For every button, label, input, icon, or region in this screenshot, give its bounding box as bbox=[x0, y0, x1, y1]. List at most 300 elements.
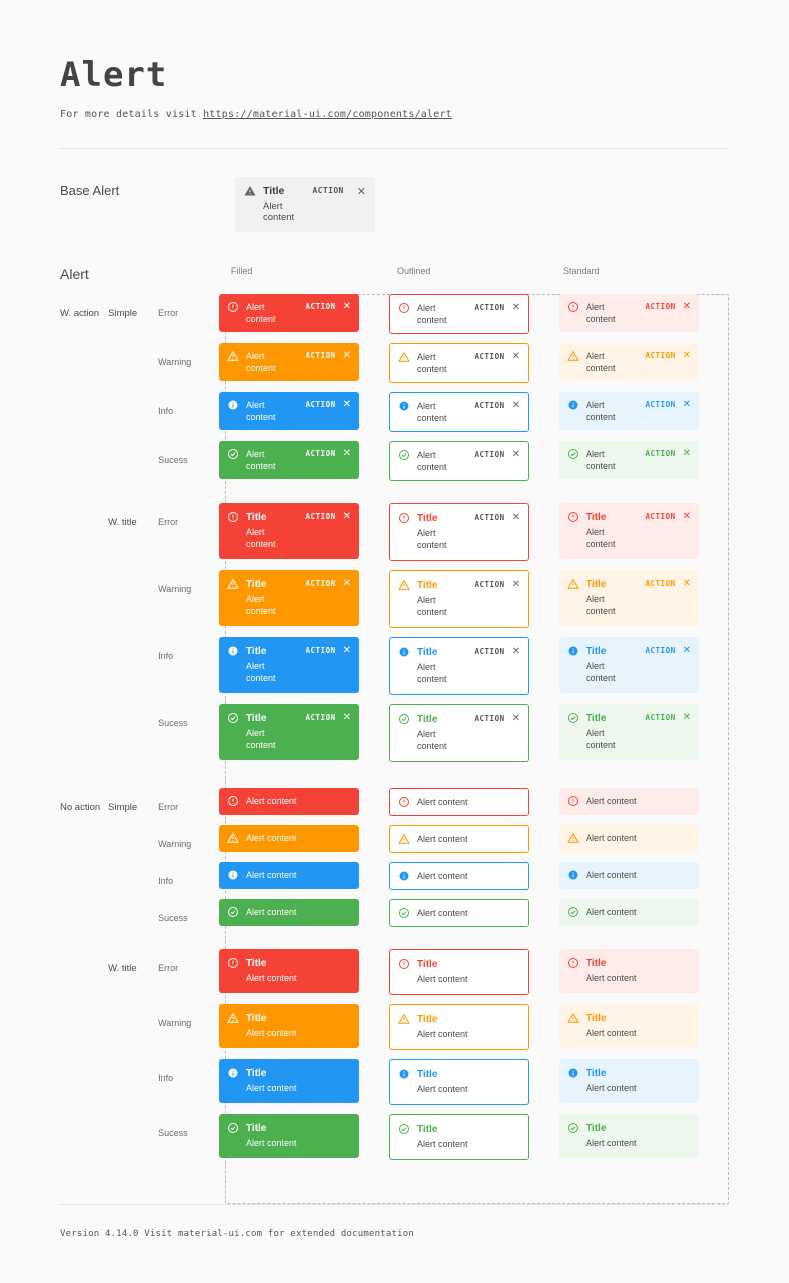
matrix-cells bbox=[219, 392, 729, 432]
alert-standard-info-simple[interactable] bbox=[559, 862, 699, 889]
row-spacer bbox=[60, 432, 729, 441]
alert-standard-success-simple[interactable] bbox=[559, 441, 699, 479]
axis-label-severity: Sucess bbox=[158, 1128, 188, 1138]
matrix-cell-outlined bbox=[389, 704, 559, 762]
alert-content-block bbox=[417, 400, 464, 424]
alert-filled-success-with-title[interactable] bbox=[219, 1114, 359, 1158]
alert-content-block bbox=[246, 869, 351, 881]
axis-label-action-mode bbox=[60, 1004, 108, 1018]
close-icon[interactable]: ✕ bbox=[682, 350, 691, 361]
matrix-cell-outlined bbox=[389, 570, 559, 628]
alert-action-button[interactable]: ACTION bbox=[305, 713, 336, 722]
alert-outlined-error-with-title[interactable] bbox=[389, 949, 529, 995]
alert-action-button[interactable]: ACTION bbox=[305, 400, 336, 409]
alert-action-button[interactable]: ACTION bbox=[474, 401, 505, 410]
axis-label-title-mode bbox=[108, 1004, 158, 1018]
page-subtitle bbox=[60, 109, 729, 120]
axis-label-title-mode: Simple bbox=[108, 802, 138, 813]
axis-label-title-mode bbox=[108, 1059, 158, 1073]
alert-title: Title bbox=[586, 1123, 607, 1134]
matrix-cell-filled bbox=[219, 899, 389, 927]
alert-title: Title bbox=[417, 1014, 438, 1025]
alert-standard-success-simple[interactable] bbox=[559, 899, 699, 926]
matrix-row bbox=[60, 1114, 729, 1160]
matrix-cell-outlined bbox=[389, 343, 559, 383]
base-alert-title: Title bbox=[263, 185, 285, 197]
check-circle-icon bbox=[227, 448, 239, 460]
matrix-row bbox=[60, 392, 729, 432]
warning-triangle-icon bbox=[227, 350, 239, 362]
matrix-cell-filled bbox=[219, 1059, 389, 1105]
alert-content-block bbox=[417, 1013, 520, 1040]
close-icon[interactable]: ✕ bbox=[682, 448, 691, 459]
close-icon[interactable]: ✕ bbox=[682, 511, 691, 522]
matrix-cell-outlined bbox=[389, 825, 559, 853]
alert-title: Title bbox=[586, 512, 607, 523]
matrix-cell-outlined bbox=[389, 637, 559, 695]
block-spacer bbox=[60, 481, 729, 503]
axis-label-severity: Info bbox=[158, 406, 174, 416]
alert-filled-success-simple[interactable] bbox=[219, 441, 359, 479]
matrix-cell-standard bbox=[559, 441, 729, 481]
column-header-filled: Filled bbox=[230, 266, 253, 276]
info-circle-icon bbox=[227, 1067, 239, 1079]
alert-action-button[interactable]: ACTION bbox=[305, 512, 336, 521]
alert-title: Title bbox=[417, 714, 438, 725]
alert-content-block bbox=[586, 957, 691, 984]
close-icon[interactable]: ✕ bbox=[682, 712, 691, 723]
alert-title: Title bbox=[586, 1068, 607, 1079]
matrix-row bbox=[60, 294, 729, 334]
alert-actions bbox=[302, 350, 351, 362]
matrix-cells bbox=[219, 294, 729, 334]
alert-content-block bbox=[586, 511, 635, 550]
alert-outlined-info-with-title[interactable] bbox=[389, 637, 529, 695]
alert-message: Alert content bbox=[417, 662, 447, 684]
matrix-row bbox=[60, 862, 729, 890]
alert-filled-info-with-title[interactable] bbox=[219, 637, 359, 693]
alert-content-block bbox=[586, 712, 635, 751]
alert-action-button[interactable]: ACTION bbox=[645, 579, 676, 588]
alert-message: Alert content bbox=[586, 400, 616, 422]
matrix-cell-outlined bbox=[389, 392, 559, 432]
alert-title: Title bbox=[586, 579, 607, 590]
alert-outlined-warning-with-title[interactable] bbox=[389, 570, 529, 628]
alert-action-button[interactable]: ACTION bbox=[474, 647, 505, 656]
info-circle-icon bbox=[567, 869, 579, 881]
close-icon[interactable]: ✕ bbox=[342, 399, 351, 410]
alert-outlined-info-simple[interactable] bbox=[389, 862, 529, 890]
alert-message: Alert content bbox=[246, 527, 276, 549]
info-circle-icon bbox=[567, 645, 579, 657]
alert-standard-info-simple[interactable] bbox=[559, 392, 699, 430]
check-circle-icon bbox=[227, 712, 239, 724]
alert-standard-warning-with-title[interactable] bbox=[559, 1004, 699, 1048]
alert-filled-warning-simple[interactable] bbox=[219, 825, 359, 852]
row-spacer bbox=[60, 561, 729, 570]
alert-filled-warning-with-title[interactable] bbox=[219, 570, 359, 626]
axis-label-title-mode: W. title bbox=[108, 517, 137, 528]
alert-message: Alert content bbox=[417, 974, 468, 984]
close-icon[interactable]: ✕ bbox=[342, 448, 351, 459]
alert-filled-info-with-title[interactable] bbox=[219, 1059, 359, 1103]
alert-outlined-success-simple[interactable] bbox=[389, 899, 529, 927]
error-circle-icon bbox=[227, 795, 239, 807]
axis-label-severity: Info bbox=[158, 876, 174, 886]
matrix-cell-filled bbox=[219, 862, 389, 890]
close-icon[interactable]: ✕ bbox=[682, 645, 691, 656]
matrix-cells bbox=[219, 899, 729, 927]
alert-content-block bbox=[417, 1123, 520, 1150]
alert-title: Title bbox=[417, 647, 438, 658]
alert-actions bbox=[471, 449, 520, 461]
warning-triangle-icon bbox=[398, 833, 410, 845]
check-circle-icon bbox=[567, 448, 579, 460]
close-icon[interactable]: ✕ bbox=[511, 400, 520, 411]
alert-outlined-error-with-title[interactable] bbox=[389, 503, 529, 561]
alert-action-button[interactable]: ACTION bbox=[645, 400, 676, 409]
alert-standard-error-simple[interactable] bbox=[559, 294, 699, 332]
info-circle-icon bbox=[567, 399, 579, 411]
matrix-cell-filled bbox=[219, 1114, 389, 1160]
alert-standard-info-with-title[interactable] bbox=[559, 1059, 699, 1103]
alert-title: Title bbox=[417, 1069, 438, 1080]
alert-actions bbox=[302, 448, 351, 460]
check-circle-icon bbox=[227, 1122, 239, 1134]
alert-action-button[interactable]: ACTION bbox=[645, 512, 676, 521]
alert-message: Alert content bbox=[417, 1084, 468, 1094]
matrix-cell-outlined bbox=[389, 503, 559, 561]
matrix-row bbox=[60, 503, 729, 561]
alert-actions bbox=[642, 399, 691, 411]
footer-text: Version 4.14.0 Visit material-ui.com for extended documentation bbox=[60, 1229, 414, 1239]
warning-triangle-icon bbox=[567, 350, 579, 362]
axis-label-title-mode bbox=[108, 637, 158, 651]
alert-content-block bbox=[417, 833, 520, 845]
alert-filled-success-with-title[interactable] bbox=[219, 704, 359, 760]
axis-label-title-mode bbox=[108, 392, 158, 406]
matrix-cell-filled bbox=[219, 704, 389, 762]
alert-actions bbox=[302, 712, 351, 724]
alert-action-button[interactable]: ACTION bbox=[645, 646, 676, 655]
base-alert-label: Base Alert bbox=[60, 183, 120, 198]
alert-content-block bbox=[246, 1012, 351, 1039]
axis-label-action-mode bbox=[60, 825, 108, 839]
warning-triangle-icon bbox=[398, 579, 410, 591]
alert-action-button[interactable]: ACTION bbox=[305, 302, 336, 311]
alert-standard-warning-simple[interactable] bbox=[559, 825, 699, 852]
alert-action-button[interactable]: ACTION bbox=[474, 513, 505, 522]
base-alert-section bbox=[0, 149, 789, 232]
alert-action-button[interactable]: ACTION bbox=[645, 449, 676, 458]
alert-filled-error-with-title[interactable] bbox=[219, 503, 359, 559]
alert-message: Alert content bbox=[586, 728, 616, 750]
axis-label-severity: Sucess bbox=[158, 455, 188, 465]
matrix-cell-filled bbox=[219, 788, 389, 816]
alert-message: Alert content bbox=[586, 594, 616, 616]
alert-actions bbox=[471, 512, 520, 524]
check-circle-icon bbox=[567, 1122, 579, 1134]
alert-content-block bbox=[417, 579, 464, 618]
matrix-cells bbox=[219, 862, 729, 890]
alert-outlined-warning-simple[interactable] bbox=[389, 343, 529, 383]
alert-action-button[interactable]: ACTION bbox=[474, 580, 505, 589]
warning-triangle-icon bbox=[227, 578, 239, 590]
alert-filled-success-simple[interactable] bbox=[219, 899, 359, 926]
block-spacer bbox=[60, 762, 729, 788]
alert-message: Alert content bbox=[586, 1083, 637, 1093]
page-title: Alert bbox=[60, 55, 168, 95]
alert-filled-warning-simple[interactable] bbox=[219, 343, 359, 381]
alert-filled-info-simple[interactable] bbox=[219, 862, 359, 889]
error-circle-icon bbox=[398, 302, 410, 314]
info-circle-icon bbox=[227, 399, 239, 411]
matrix-cell-outlined bbox=[389, 1004, 559, 1050]
alert-section-header bbox=[0, 232, 789, 282]
row-spacer bbox=[60, 1050, 729, 1059]
page-header bbox=[0, 0, 789, 120]
alert-title: Title bbox=[586, 713, 607, 724]
matrix-row bbox=[60, 788, 729, 816]
alert-message: Alert content bbox=[586, 973, 637, 983]
alert-standard-error-with-title[interactable] bbox=[559, 949, 699, 993]
axis-label-action-mode bbox=[60, 1114, 108, 1128]
matrix-cell-standard bbox=[559, 343, 729, 383]
alert-content-block bbox=[246, 906, 351, 918]
docs-link[interactable]: https://material-ui.com/components/alert bbox=[203, 109, 452, 120]
alert-content-block bbox=[246, 511, 295, 550]
error-circle-icon bbox=[567, 511, 579, 523]
alert-message: Alert content bbox=[417, 528, 447, 550]
alert-action-button[interactable]: ACTION bbox=[645, 351, 676, 360]
alert-standard-warning-with-title[interactable] bbox=[559, 570, 699, 626]
matrix-cell-standard bbox=[559, 825, 729, 853]
alert-filled-info-simple[interactable] bbox=[219, 392, 359, 430]
base-alert[interactable] bbox=[235, 177, 375, 232]
alert-title: Title bbox=[417, 580, 438, 591]
alert-action-button[interactable]: ACTION bbox=[645, 713, 676, 722]
alert-standard-warning-simple[interactable] bbox=[559, 343, 699, 381]
axis-label-severity: Warning bbox=[158, 1018, 192, 1028]
alert-filled-warning-with-title[interactable] bbox=[219, 1004, 359, 1048]
axis-label-title-mode bbox=[108, 704, 158, 718]
axis-label-action-mode bbox=[60, 704, 108, 718]
alert-action-button[interactable]: ACTION bbox=[305, 579, 336, 588]
alert-action-button[interactable]: ACTION bbox=[474, 303, 505, 312]
check-circle-icon bbox=[398, 907, 410, 919]
matrix-cell-standard bbox=[559, 1059, 729, 1105]
alert-standard-success-with-title[interactable] bbox=[559, 1114, 699, 1158]
alert-actions bbox=[471, 646, 520, 658]
alert-content-block bbox=[586, 350, 635, 374]
alert-title: Title bbox=[246, 958, 267, 969]
alert-message: Alert content bbox=[246, 1083, 297, 1093]
row-spacer bbox=[60, 995, 729, 1004]
alert-standard-success-with-title[interactable] bbox=[559, 704, 699, 760]
alert-action-button[interactable]: ACTION bbox=[474, 450, 505, 459]
alert-outlined-warning-simple[interactable] bbox=[389, 825, 529, 853]
alert-message: Alert content bbox=[586, 661, 616, 683]
matrix-cell-outlined bbox=[389, 294, 559, 334]
error-circle-icon bbox=[567, 301, 579, 313]
alert-action-button[interactable]: ACTION bbox=[305, 646, 336, 655]
close-icon[interactable]: ✕ bbox=[511, 449, 520, 460]
check-circle-icon bbox=[398, 713, 410, 725]
info-circle-icon bbox=[398, 870, 410, 882]
alert-content-block bbox=[586, 1012, 691, 1039]
alert-actions bbox=[471, 713, 520, 725]
alert-content-block bbox=[246, 448, 295, 472]
matrix-cell-standard bbox=[559, 294, 729, 334]
alert-matrix bbox=[60, 294, 729, 1204]
alert-message: Alert content bbox=[246, 661, 276, 683]
alert-message: Alert content bbox=[246, 728, 276, 750]
alert-outlined-info-simple[interactable] bbox=[389, 392, 529, 432]
close-icon[interactable]: ✕ bbox=[511, 646, 520, 657]
matrix-cell-standard bbox=[559, 899, 729, 927]
close-icon[interactable]: ✕ bbox=[511, 713, 520, 724]
alert-action-button[interactable]: ACTION bbox=[645, 302, 676, 311]
axis-label-title-mode: W. title bbox=[108, 963, 137, 974]
axis-label-severity: Warning bbox=[158, 839, 192, 849]
close-icon[interactable]: ✕ bbox=[511, 512, 520, 523]
alert-filled-error-with-title[interactable] bbox=[219, 949, 359, 993]
alert-content-block bbox=[417, 958, 520, 985]
info-circle-icon bbox=[227, 645, 239, 657]
alert-action-button[interactable]: ACTION bbox=[474, 714, 505, 723]
close-icon[interactable]: ✕ bbox=[342, 511, 351, 522]
matrix-cell-filled bbox=[219, 392, 389, 432]
alert-message: Alert content bbox=[417, 908, 468, 918]
matrix-cells bbox=[219, 503, 729, 561]
alert-message: Alert content bbox=[246, 449, 276, 471]
alert-content-block bbox=[417, 646, 464, 685]
matrix-row bbox=[60, 825, 729, 853]
alert-action-button[interactable]: ACTION bbox=[474, 352, 505, 361]
alert-filled-error-simple[interactable] bbox=[219, 294, 359, 332]
alert-content-block bbox=[246, 399, 295, 423]
close-icon[interactable]: ✕ bbox=[682, 301, 691, 312]
close-icon[interactable]: ✕ bbox=[342, 645, 351, 656]
matrix-cell-outlined bbox=[389, 949, 559, 995]
subtitle-prefix: For more details visit bbox=[60, 109, 204, 120]
matrix-row bbox=[60, 1059, 729, 1105]
matrix-cells bbox=[219, 1114, 729, 1160]
alert-outlined-success-with-title[interactable] bbox=[389, 1114, 529, 1160]
row-spacer bbox=[60, 334, 729, 343]
close-icon[interactable]: ✕ bbox=[356, 186, 366, 198]
alert-message: Alert content bbox=[417, 834, 468, 844]
close-icon[interactable]: ✕ bbox=[511, 302, 520, 313]
alert-content-block bbox=[586, 1067, 691, 1094]
close-icon[interactable]: ✕ bbox=[682, 578, 691, 589]
row-spacer bbox=[60, 1105, 729, 1114]
alert-title: Title bbox=[417, 513, 438, 524]
axis-label-action-mode bbox=[60, 503, 108, 517]
matrix-cells bbox=[219, 570, 729, 628]
axis-label-title-mode bbox=[108, 441, 158, 455]
matrix-cell-filled bbox=[219, 441, 389, 481]
close-icon[interactable]: ✕ bbox=[342, 578, 351, 589]
alert-action-button[interactable]: ACTION bbox=[305, 449, 336, 458]
axis-label-action-mode bbox=[60, 862, 108, 876]
alert-message: Alert content bbox=[417, 729, 447, 751]
matrix-cell-filled bbox=[219, 825, 389, 853]
axis-label-severity: Info bbox=[158, 651, 174, 661]
alert-content-block bbox=[246, 957, 351, 984]
alert-actions bbox=[642, 301, 691, 313]
alert-action-button[interactable]: ACTION bbox=[305, 351, 336, 360]
check-circle-icon bbox=[398, 449, 410, 461]
error-circle-icon bbox=[227, 511, 239, 523]
alert-message: Alert content bbox=[417, 352, 447, 374]
axis-label-action-mode bbox=[60, 637, 108, 651]
alert-message: Alert content bbox=[417, 595, 447, 617]
alert-actions bbox=[471, 400, 520, 412]
alert-standard-error-simple[interactable] bbox=[559, 788, 699, 815]
alert-message: Alert content bbox=[417, 871, 468, 881]
close-icon[interactable]: ✕ bbox=[342, 712, 351, 723]
alert-standard-error-with-title[interactable] bbox=[559, 503, 699, 559]
alert-standard-info-with-title[interactable] bbox=[559, 637, 699, 693]
close-icon[interactable]: ✕ bbox=[342, 301, 351, 312]
alert-actions bbox=[302, 578, 351, 590]
axis-label-severity: Error bbox=[158, 308, 179, 318]
axis-label-title-mode: Simple bbox=[108, 308, 138, 319]
row-spacer bbox=[60, 890, 729, 899]
base-alert-body bbox=[263, 185, 305, 223]
alert-actions bbox=[642, 448, 691, 460]
alert-outlined-warning-with-title[interactable] bbox=[389, 1004, 529, 1050]
matrix-row bbox=[60, 441, 729, 481]
close-icon[interactable]: ✕ bbox=[342, 350, 351, 361]
alert-outlined-success-with-title[interactable] bbox=[389, 704, 529, 762]
matrix-row bbox=[60, 899, 729, 927]
alert-outlined-error-simple[interactable] bbox=[389, 788, 529, 816]
axis-label-title-mode bbox=[108, 1114, 158, 1128]
error-circle-icon bbox=[398, 796, 410, 808]
matrix-cell-standard bbox=[559, 570, 729, 628]
close-icon[interactable]: ✕ bbox=[511, 351, 520, 362]
info-circle-icon bbox=[398, 1068, 410, 1080]
alert-content-block bbox=[586, 399, 635, 423]
alert-section-label: Alert bbox=[60, 266, 89, 282]
alert-outlined-error-simple[interactable] bbox=[389, 294, 529, 334]
base-alert-action[interactable]: ACTION bbox=[312, 186, 344, 195]
alert-content-block bbox=[246, 712, 295, 751]
warning-triangle-icon bbox=[398, 351, 410, 363]
alert-message: Alert content bbox=[586, 833, 637, 843]
axis-label-severity: Error bbox=[158, 802, 179, 812]
info-circle-icon bbox=[398, 646, 410, 658]
alert-message: Alert content bbox=[246, 833, 297, 843]
alert-content-block bbox=[246, 301, 295, 325]
matrix-row bbox=[60, 570, 729, 628]
matrix-cells bbox=[219, 1004, 729, 1050]
close-icon[interactable]: ✕ bbox=[682, 399, 691, 410]
base-alert-content: Alert content bbox=[263, 201, 295, 223]
matrix-cells bbox=[219, 825, 729, 853]
alert-outlined-success-simple[interactable] bbox=[389, 441, 529, 481]
check-circle-icon bbox=[567, 906, 579, 918]
close-icon[interactable]: ✕ bbox=[511, 579, 520, 590]
alert-message: Alert content bbox=[417, 450, 447, 472]
alert-outlined-info-with-title[interactable] bbox=[389, 1059, 529, 1105]
alert-content-block bbox=[586, 645, 635, 684]
alert-title: Title bbox=[246, 512, 267, 523]
alert-filled-error-simple[interactable] bbox=[219, 788, 359, 815]
row-spacer bbox=[60, 816, 729, 825]
